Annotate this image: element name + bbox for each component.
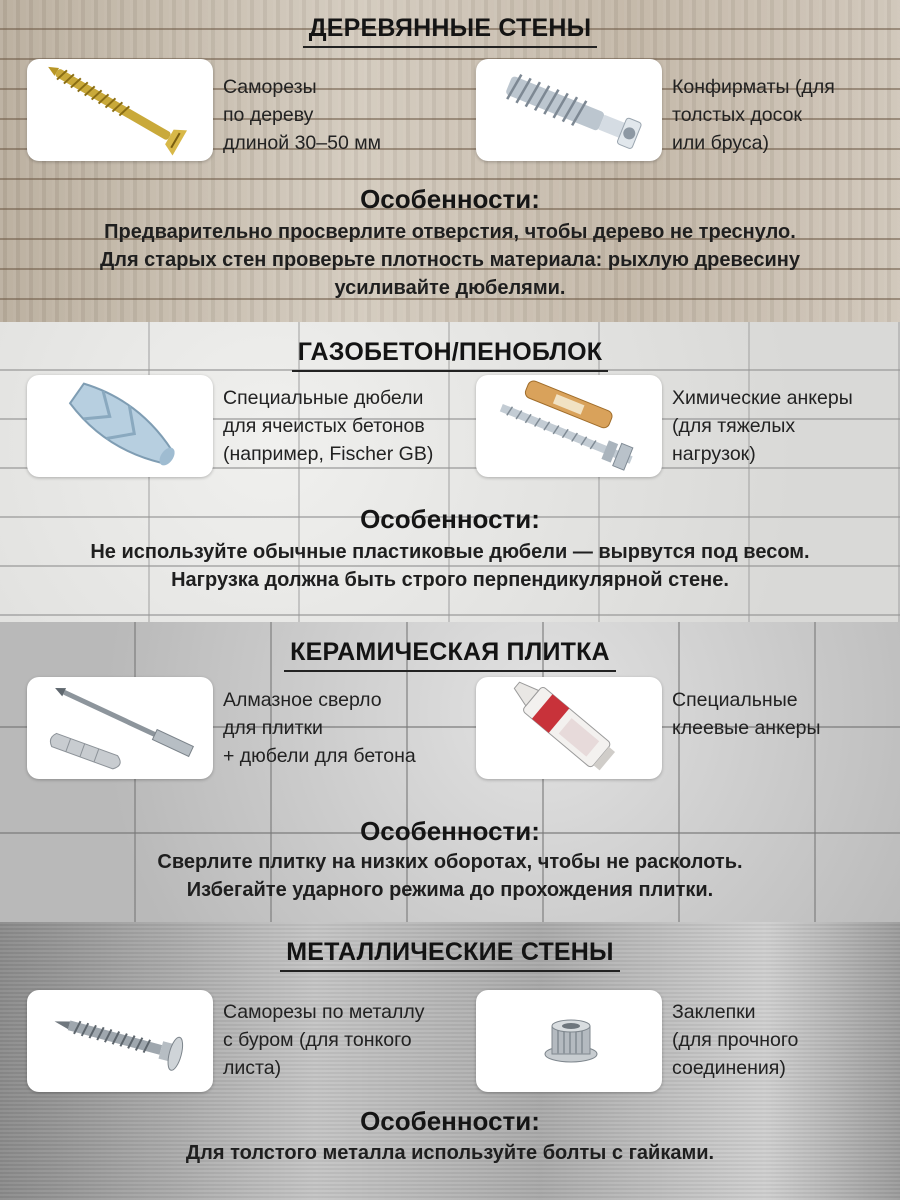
item-card: [476, 677, 662, 779]
item-card: [476, 990, 662, 1092]
section-title: КЕРАМИЧЕСКАЯ ПЛИТКА: [0, 638, 900, 672]
features-heading: Особенности:: [360, 184, 540, 214]
item-card: [476, 59, 662, 161]
item-description: Саморезы по дереву длиной 30–50 мм: [223, 76, 382, 154]
features-heading: Особенности:: [360, 1106, 540, 1136]
section-title: ГАЗОБЕТОН/ПЕНОБЛОК: [0, 338, 900, 372]
chemical-anchor-icon: [476, 375, 662, 477]
section-ceramic-tile: [0, 622, 900, 922]
features-heading: Особенности:: [360, 504, 540, 534]
features-text: Сверлите плитку на низких оборотах, чтобы не расколоть. Избегайте ударного режима до прохождения плитки.: [157, 851, 743, 901]
item-card: [27, 59, 213, 161]
section-title: ДЕРЕВЯННЫЕ СТЕНЫ: [0, 14, 900, 48]
section-title: МЕТАЛЛИЧЕСКИЕ СТЕНЫ: [0, 938, 900, 972]
item-description: Специальные клеевые анкеры: [672, 689, 821, 739]
aerated-concrete-dowel-icon: [27, 375, 213, 477]
adhesive-anchor-cartridge-icon: [476, 677, 662, 779]
section-wood-walls: [0, 0, 900, 322]
wood-screw-icon: [27, 59, 213, 161]
section-aerated-concrete: [0, 322, 900, 622]
confirmat-screw-icon: [476, 59, 662, 161]
item-description: Саморезы по металлу с буром (для тонкого листа): [223, 1001, 425, 1079]
item-description: Конфирматы (для толстых досок или бруса): [672, 76, 835, 154]
item-card: [476, 375, 662, 477]
item-description: Заклепки (для прочного соединения): [672, 1001, 799, 1079]
item-card: [27, 677, 213, 779]
rivet-nut-icon: [476, 990, 662, 1092]
features-text: Предварительно просверлите отверстия, чтобы дерево не треснуло. Для старых стен проверьте плотность материала: рыхлую древесину усиливайте дюбелями.: [99, 221, 801, 299]
item-card: [27, 990, 213, 1092]
self-drilling-metal-screw-icon: [27, 990, 213, 1092]
item-card: [27, 375, 213, 477]
features-text: Для толстого металла используйте болты с гайками.: [185, 1142, 715, 1164]
item-description: Алмазное сверло для плитки + дюбели для бетона: [223, 689, 416, 767]
features-heading: Особенности:: [360, 816, 540, 846]
item-description: Химические анкеры (для тяжелых нагрузок): [672, 387, 853, 465]
diamond-drill-bit-icon: [27, 677, 213, 779]
features-text: Не используйте обычные пластиковые дюбели — вырвутся под весом. Нагрузка должна быть строго перпендикулярной стене.: [90, 541, 810, 591]
section-metal-walls: [0, 922, 900, 1200]
item-description: Специальные дюбели для ячеистых бетонов (например, Fischer GB): [223, 387, 434, 465]
